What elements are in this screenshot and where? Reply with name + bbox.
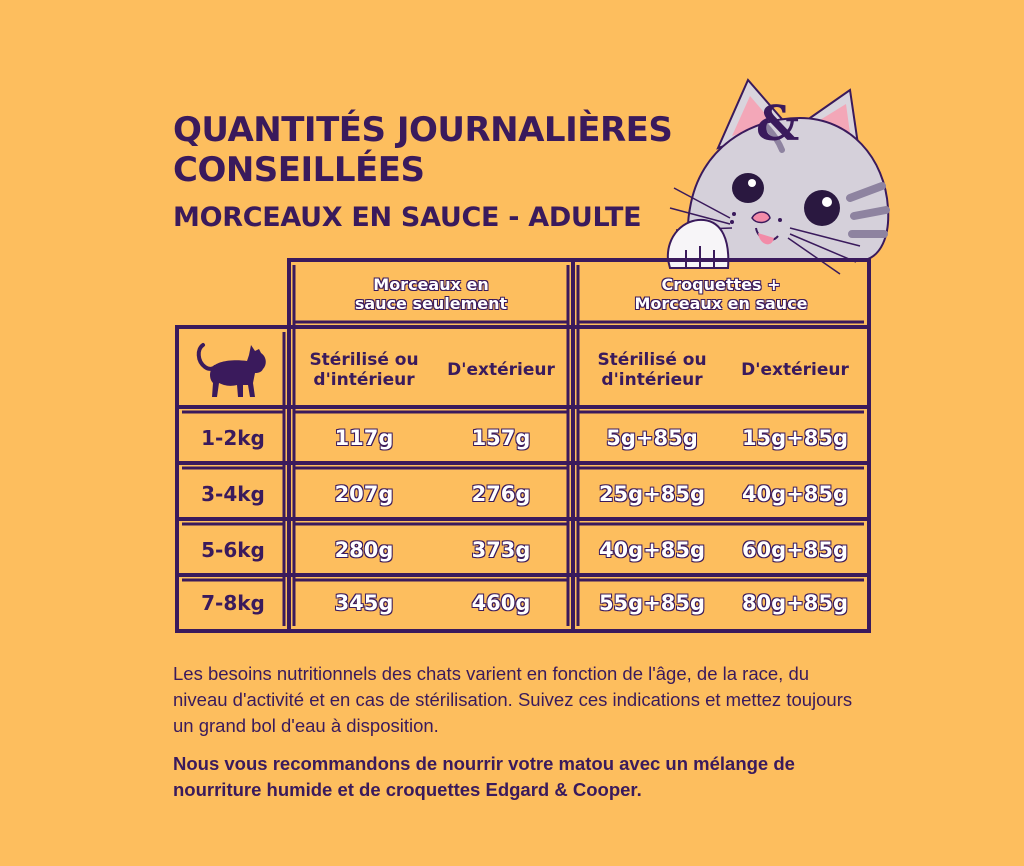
value-cell: 55g+85g [598,591,706,615]
title-line-1: QUANTITÉS JOURNALIÈRES [173,110,673,150]
row-weight: 5-6kg [201,537,265,562]
subheader-line-1: D'extérieur [741,359,849,380]
group-header-line-2: sauce seulement [354,293,508,313]
recommendation-paragraph: Nous vous recommandons de nourrir votre matou avec un mélange de nourriture humide et de croquettes Edgard & Cooper. [173,753,795,800]
subheader-line-1: D'extérieur [447,359,555,380]
value-cell: 117g [334,425,394,450]
value-cell: 280g [334,537,394,562]
cat-mascot-illustration [660,78,900,278]
group-header-sauce-only [294,265,568,322]
row-weight: 7-8kg [201,591,265,615]
subheader-line-2: d'intérieur [601,369,703,390]
value-cell: 60g+85g [741,537,849,562]
page-subtitle: MORCEAUX EN SAUCE - ADULTE [173,202,642,233]
value-cell: 157g [471,425,531,450]
subheader-outdoor-sauce [434,332,568,407]
subheader-line-1: Stérilisé ou [309,349,419,370]
value-cell: 5g+85g [606,425,698,450]
nutrition-info-paragraph: Les besoins nutritionnels des chats varient en fonction de l'âge, de la race, du niveau d'activité et en cas de stérilisation. Suivez ces indications et mettez toujours un grand bol d'eau à disposition. [173,663,853,736]
value-cell: 40g+85g [598,537,706,562]
subheader-line-1: Stérilisé ou [597,349,707,370]
page-title [173,110,672,190]
value-cell: 80g+85g [741,591,849,615]
group-header-line-1: Croquettes + [661,274,781,294]
row-weight: 3-4kg [201,481,265,506]
value-cell: 40g+85g [741,481,849,506]
row-weight: 1-2kg [201,425,265,450]
group-header-kibble-sauce [578,265,864,322]
cat-silhouette-icon [193,339,273,401]
value-cell: 25g+85g [598,481,706,506]
value-cell: 345g [334,591,394,615]
subheader-line-2: d'intérieur [313,369,415,390]
value-cell: 373g [471,537,531,562]
value-cell: 15g+85g [741,425,849,450]
subheader-sterilized-sauce [294,332,434,407]
group-header-line-2: Morceaux en sauce [634,293,808,313]
value-cell: 276g [471,481,531,506]
cat-silhouette-cell [182,332,284,407]
group-header-line-1: Morceaux en [373,274,489,294]
value-cell: 460g [471,591,531,615]
title-line-2: CONSEILLÉES [173,150,425,190]
value-cell: 207g [334,481,394,506]
subheader-outdoor-mix [726,332,864,407]
svg-text:&: & [756,96,800,152]
subheader-sterilized-mix [578,332,726,407]
